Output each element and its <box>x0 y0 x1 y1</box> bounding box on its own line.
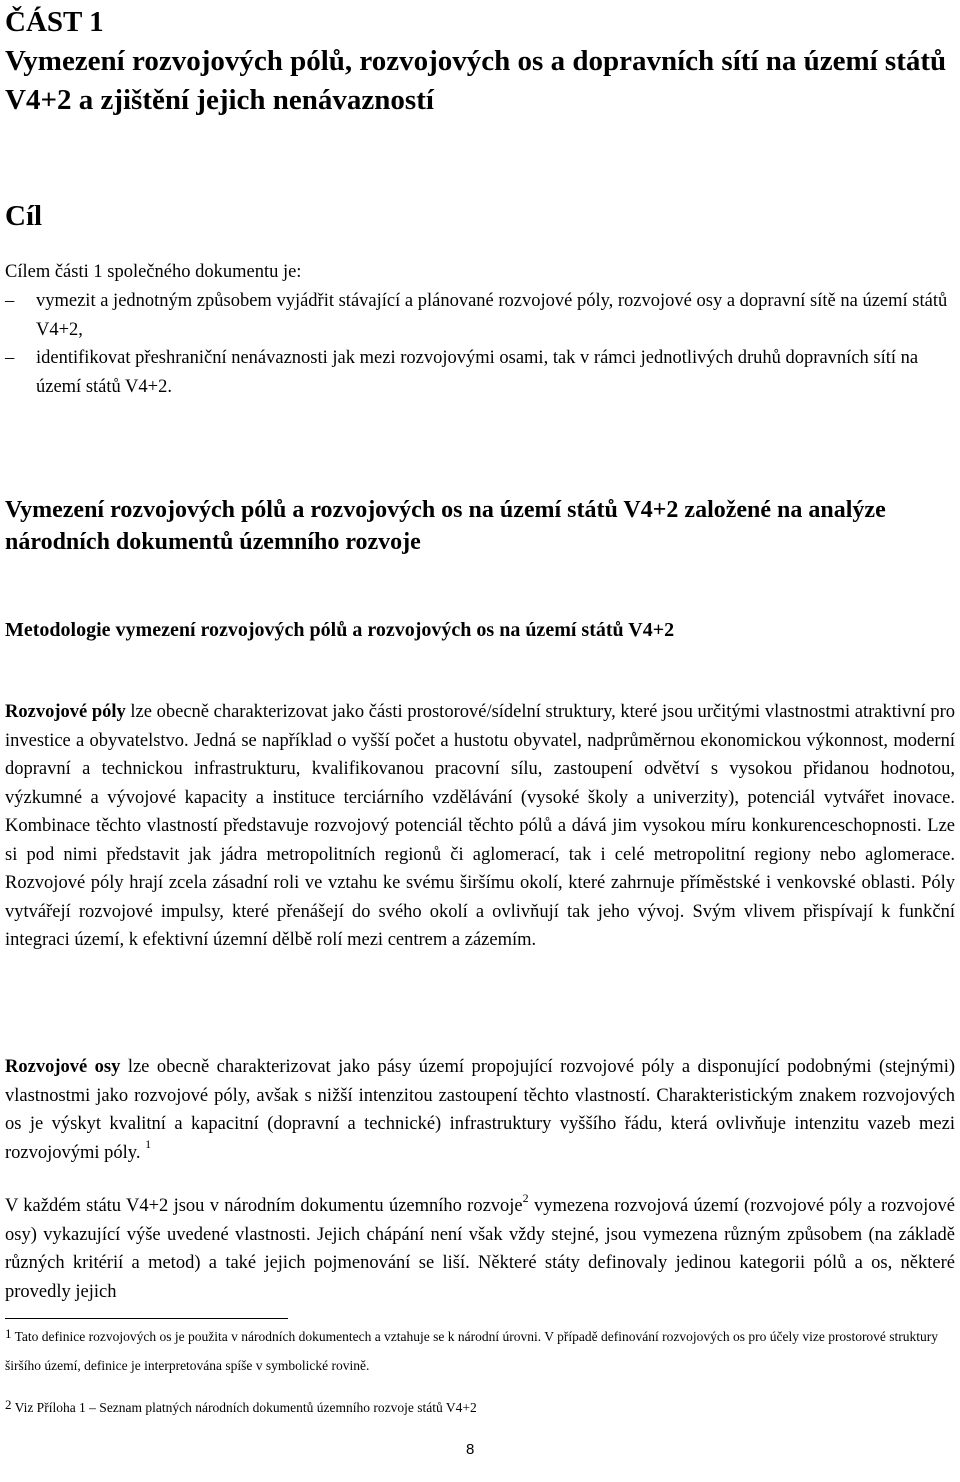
footnote-divider <box>5 1318 288 1319</box>
paragraph-national-documents <box>5 1192 955 1306</box>
footnote-1 <box>5 1322 955 1380</box>
term-development-axes: Rozvojové osy <box>5 1057 121 1077</box>
part-label: ČÁST 1 <box>5 6 104 38</box>
footnote-mark: 1 <box>5 1326 12 1341</box>
subsection-heading: Metodologie vymezení rozvojových pólů a rozvojových os na území států V4+2 <box>5 619 675 641</box>
footnote-ref-1[interactable]: 1 <box>145 1137 152 1152</box>
paragraph-text: lze obecně charakterizovat jako pásy území propojující rozvojové póly a disponující podobnými (stejnými) vlastnostmi jako rozvojové póly, avšak s nižší intenzitou zastoupení těchto vlastností. Charakteristickým znakem rozvojových os je výskyt kvalitní a kapacitní (dopravní a technické) infrastruktury vyššího řádu, která ovlivňuje intenzitu vazeb mezi rozvojovými póly. <box>5 1057 955 1163</box>
list-item-text: vymezit a jednotným způsobem vyjádřit stávající a plánované rozvojové póly, rozvojové osy a dopravní sítě na území států V4+2, <box>36 291 948 340</box>
paragraph-text: V každém státu V4+2 jsou v národním dokumentu územního rozvoje <box>5 1196 523 1216</box>
paragraph-development-poles <box>5 698 955 955</box>
footnote-text: Viz Příloha 1 – Seznam platných národních dokumentů územního rozvoje států V4+2 <box>11 1400 477 1415</box>
footnotes <box>5 1322 955 1422</box>
part-title: Vymezení rozvojových pólů, rozvojových os a dopravních sítí na území států V4+2 a zjištění jejich nenávazností <box>5 45 947 116</box>
paragraph-text: vymezena rozvojová území (rozvojové póly a rozvojové osy) vykazující výše uvedené vlastnosti. Jejich chápání není však vždy stejné, jsou vymezena různým způsobem (na základě různých kritérií a metod) a také jejich pojmenování se liší. Některé státy definovaly jedinou kategorii pólů a os, některé provedly jejich <box>5 1196 955 1302</box>
list-item <box>5 344 955 401</box>
paragraph-text: lze obecně charakterizovat jako části prostorové/sídelní struktury, které jsou určitými vlastnostmi atraktivní pro investice a obyvatelstvo. Jedná se například o vyšší počet a hustotu obyvatel, nadprůměrnou ekonomickou výkonnost, moderní dopravní a technickou infrastrukturu, kvalifikovanou pracovní sílu, zastoupení odvětví s vysokou přidanou hodnotou, výzkumné a vývojové kapacity a instituce terciárního vzdělávání (vysoké školy a univerzity), potenciál vytvářet inovace. Kombinace těchto vlastností představuje rozvojový potenciál těchto pólů a dává jim vysokou míru konkurenceschopnosti. Lze si pod nimi představit jak jádra metropolitních regionů či aglomerací, tak i celé metropolitní regiony nebo aglomerace. Rozvojové póly hrají zcela zásadní roli ve vztahu ke svému širšímu okolí, které zahrnuje příměstské i venkovské oblasti. Póly vytvářejí rozvojové impulsy, které přenášejí do svého okolí a ovlivňují tak jeho vývoj. Svým vlivem přispívají k funkční integraci území, k efektivní územní dělbě rolí mezi centrem a zázemím. <box>5 702 955 950</box>
list-item-text: identifikovat přeshraniční nenávaznosti jak mezi rozvojovými osami, tak v rámci jednotlivých druhů dopravních sítí na území států V4+2. <box>36 348 919 397</box>
footnote-mark: 2 <box>5 1397 12 1412</box>
goal-list <box>5 287 955 401</box>
section-heading: Vymezení rozvojových pólů a rozvojových os na území států V4+2 založené na analýze národních dokumentů územního rozvoje <box>5 497 886 555</box>
footnote-text: Tato definice rozvojových os je použita v národních dokumentech a vztahuje se k národní úrovni. V případě definování rozvojových os pro účely vize prostorové struktury širšího území, definice je interpretována spíše v symbolické rovině. <box>5 1329 939 1373</box>
dash-bullet: – <box>5 348 15 368</box>
term-development-poles: Rozvojové póly <box>5 702 126 722</box>
dash-bullet: – <box>5 291 15 311</box>
list-item <box>5 287 955 344</box>
goal-intro: Cílem části 1 společného dokumentu je: <box>5 262 302 282</box>
page-number: 8 <box>466 1441 475 1458</box>
goal-heading: Cíl <box>5 200 43 232</box>
footnote-2 <box>5 1393 955 1422</box>
paragraph-development-axes <box>5 1053 955 1167</box>
footnote-ref-2[interactable]: 2 <box>522 1190 529 1205</box>
